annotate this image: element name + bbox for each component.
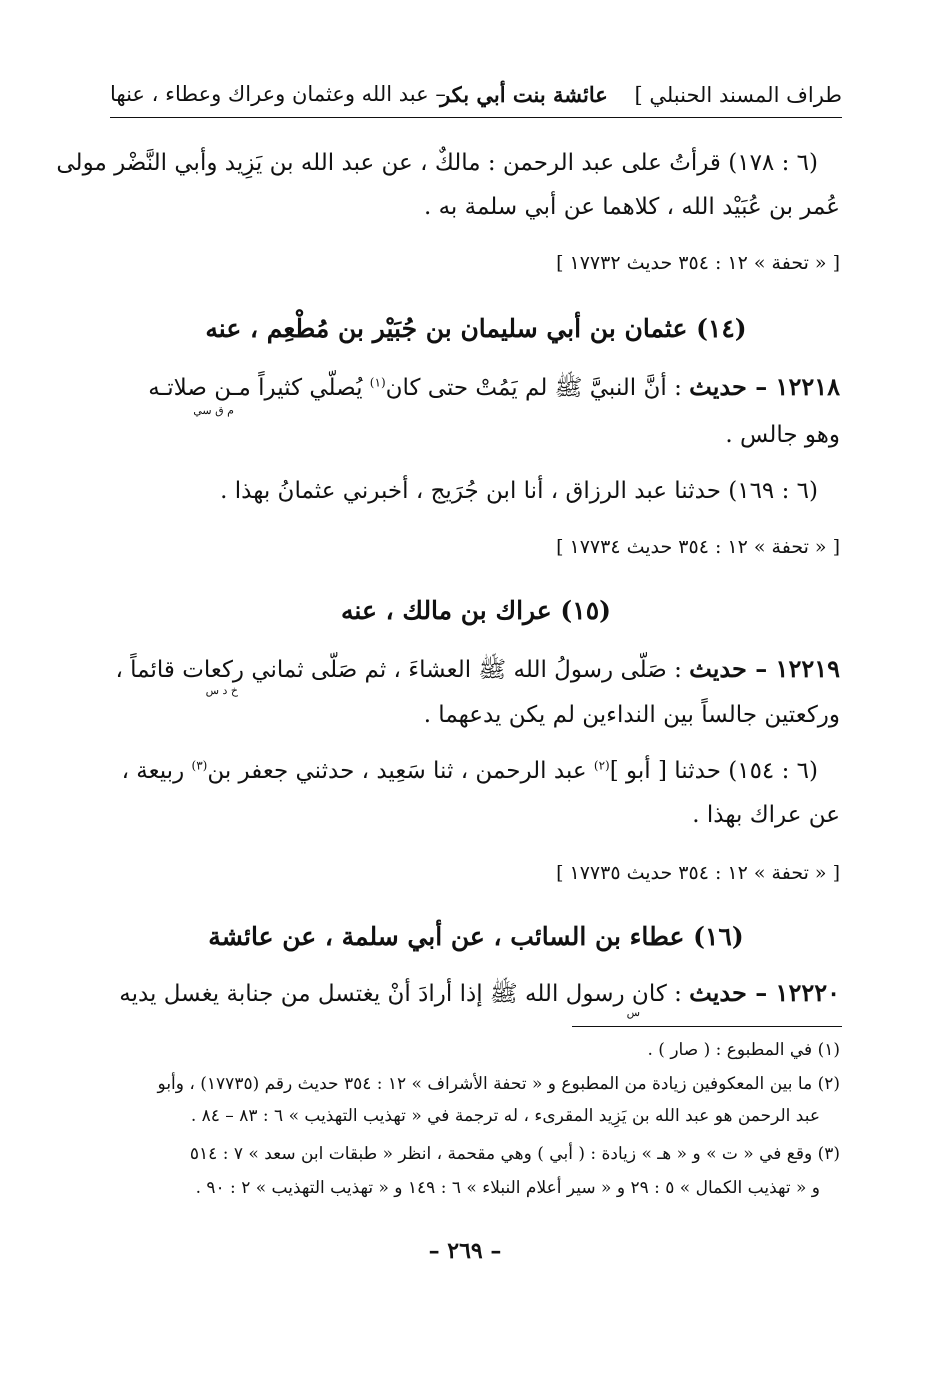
hadith-isnad-line: (٦ : ١٧٨) قرأتُ على عبد الرحمن : مالكٌ ، عن عبد الله بن يَزِيد وأبي النَّضْر مولى [56, 150, 818, 176]
narrator-sigla: س [626, 1006, 640, 1019]
hadith-number: ١٢٢١٩ – حديث [689, 654, 840, 683]
header-book-title: عائشة بنت أبي بكر [440, 82, 608, 107]
footnote: و « تهذيب الكمال » ٥ : ٢٩ و « سير أعلام النبلاء » ٦ : ١٤٩ و « تهذيب التهذيب » ٢ : ٩٠ . [195, 1178, 820, 1198]
hadith-text-line: وركعتين جالساً بين النداءين لم يكن يدعهما . [423, 702, 840, 728]
hadith-number: ١٢٢١٨ – حديث [689, 372, 840, 401]
hadith-text: : كان رسول الله ﷺ إذا أرادَ أنْ يغتسل من جنابة يغسل يديه [119, 981, 682, 1007]
hadith-text: : صَلّى رسولُ الله ﷺ العشاءَ ، ثم صَلّى ثماني ركعات قائماً ، [115, 657, 682, 683]
hadith-number: ١٢٢٢٠ – حديث [689, 978, 840, 1007]
footnote-rule [572, 1026, 842, 1027]
narrator-sigla: خ د س [205, 684, 238, 697]
hadith-isnad-line: عُمر بن عُبَيْد الله ، كلاهما عن أبي سلمة به . [423, 194, 840, 220]
header-right [440, 82, 842, 107]
section-heading: (١٦) عطاء بن السائب ، عن أبي سلمة ، عن عائشة [208, 922, 744, 951]
footnote: (٢) ما بين المعكوفين زيادة من المطبوع و « تحفة الأشراف » ١٢ : ٣٥٤ حديث رقم (١٧٧٣٥) ، وأبو [157, 1074, 840, 1094]
hadith-text-line: وهو جالس . [725, 422, 840, 448]
header-series: طراف المسند الحنبلي ] [634, 83, 842, 107]
footnote-marker: (٢) [593, 758, 610, 773]
hadith-text: يُصلّي كثيراً مـن صلاتـه [148, 375, 363, 401]
footnote: عبد الرحمن هو عبد الله بن يَزِيد المقرىء ، له ترجمة في « تهذيب التهذيب » ٦ : ٨٣ – ٨٤ . [190, 1106, 820, 1126]
hadith-text-line [148, 372, 840, 407]
isnad-text: (٦ : ١٥٤) حدثنا [ أبو ] [609, 758, 818, 784]
section-heading: (١٥) عراك بن مالك ، عنه [341, 596, 611, 625]
footnote: (١) في المطبوع : ( صار ) . [647, 1040, 840, 1060]
header-section-names: – عبد الله وعثمان وعراك وعطاء ، عنها [110, 82, 446, 106]
footnote-marker: (١) [369, 375, 386, 390]
hadith-isnad-line [122, 758, 818, 784]
tuhfa-reference: [ « تحفة » ١٢ : ٣٥٤ حديث ١٧٧٣٥ ] [556, 862, 840, 884]
hadith-isnad-line: (٦ : ١٦٩) حدثنا عبد الرزاق ، أنا ابن جُرَيج ، أخبرني عثمانُ بهذا . [220, 478, 818, 504]
narrator-sigla: م ق سي [193, 404, 234, 417]
hadith-text-line [119, 978, 840, 1013]
footnote: (٣) وقع في « ت » و « هـ » زيادة : ( أبي ) وهي مقحمة ، انظر « طبقات ابن سعد » ٧ : ٥١٤ [189, 1144, 840, 1164]
isnad-text: ربيعة ، [121, 758, 185, 784]
section-heading: (١٤) عثمان بن أبي سليمان بن جُبَيْر بن مُطْعِم ، عنه [205, 314, 747, 343]
hadith-text: : أنَّ النبيَّ ﷺ لم يَمُتْ حتى كان [385, 375, 682, 401]
isnad-text: عبد الرحمن ، ثنا سَعِيد ، حدثني جعفر بن [207, 758, 587, 784]
tuhfa-reference: [ « تحفة » ١٢ : ٣٥٤ حديث ١٧٧٣٤ ] [556, 536, 840, 558]
page-number: – ٢٦٩ – [428, 1238, 502, 1264]
tuhfa-reference: [ « تحفة » ١٢ : ٣٥٤ حديث ١٧٧٣٢ ] [556, 252, 840, 274]
header-rule [110, 117, 842, 118]
footnote-marker: (٣) [191, 758, 208, 773]
running-header [110, 78, 842, 118]
hadith-isnad-line: عن عراك بهذا . [692, 802, 840, 828]
